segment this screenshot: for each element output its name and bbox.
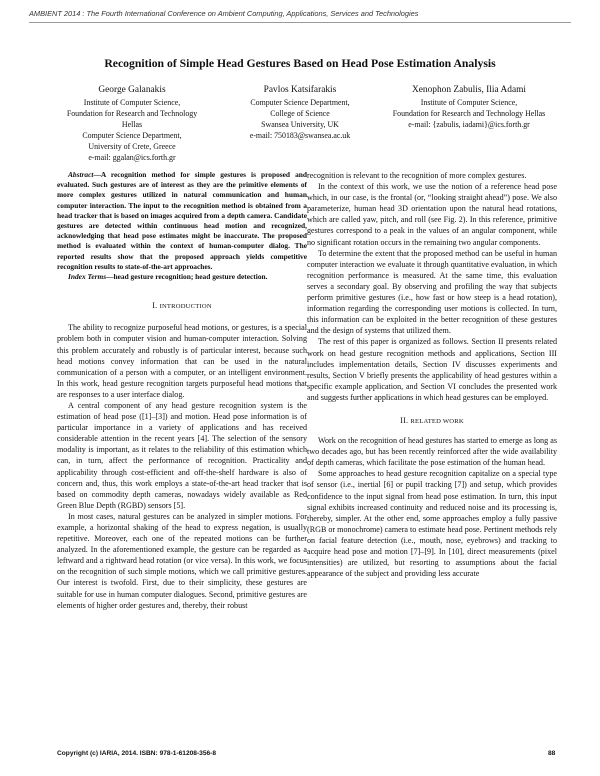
section-number: II.	[400, 415, 409, 425]
author-affiliation-line: Institute of Computer Science,	[420, 98, 518, 107]
abstract-text: —A recognition method for simple gestures is proposed and evaluated. Such gestures are of interest as they are the primitive elements of more complex gestures utilized in natural communication and human computer interaction. The input to the recognition method is obtained from a head tracker that is based on images acquired from a depth camera. Candidate gestures are detected within continuous head motion and recognized, acknowledging that head pose estimates might be inaccurate. The proposed method is evaluated within the context of human-computer dialog. The reported results show that the proposed approach yields competitive recognition results to state-of-the-art approaches.	[57, 170, 307, 271]
paragraph: In most cases, natural gestures can be analyzed in simpler motions. For example, a horizontal shaking of the head to express negation, is usually repetitive. Moreover, each one of the repeated motions can be further analyzed. In the aforementioned example, the gesture can be regarded as a leftward and a rightward head rotation (or vice versa). In this work, we focus on the recognition of such simple motions, which we call primitive gestures. Our interest is twofold. First, due to their simplicity, these gestures are suitable for use in human computer dialogues. Second, primitive gestures are elements of higher order gestures and, thereby, their robust	[57, 511, 307, 610]
author-affiliation-line: Swansea University, UK	[261, 120, 339, 129]
paragraph: In the context of this work, we use the notion of a reference head pose which, in our case, is the frontal (or, “looking straight ahead”) pose. We also parameterize, human head 3D orientation upon the natural head rotations, which are called yaw, pitch, and roll (see Fig. 2). In this reference, primitive gestures correspond to a peak in the values of an angular component, while no significant rotation occurs in the remaining two angular components.	[307, 182, 557, 247]
author-affiliation-line: College of Science	[270, 109, 330, 118]
author-name: George Galanakis	[98, 85, 166, 95]
page-number: 88	[548, 750, 556, 757]
paragraph-continuation: recognition is relevant to the recognition of more complex gestures.	[307, 171, 527, 180]
section-title: RELATED WORK	[410, 417, 464, 425]
abstract	[57, 170, 307, 272]
paragraph: A central component of any head gesture recognition system is the estimation of head pose ([1]–[3]) and motion. Head pose information is of particular importance in a variety of applications and has received considerable attention in the recent years [4]. The selection of the sensory modality is important, as it relates to the reliability of this estimation which can, in turn, affect the performance of recognition. Practicality and applicability through cost-efficient and off-the-shelf hardware is also of concern and, thus, this work employs a state-of-the-art head tracker that is based on commodity depth cameras, nowadays widely available as Red Green Blue Depth (RGBD) sensors [5].	[57, 400, 307, 510]
left-column	[57, 170, 307, 611]
paragraph: The rest of this paper is organized as follows. Section II presents related work on head gesture recognition methods and applications, Section III includes implementation details, Section IV discusses experiments and results, Section V briefly presents the applicability of head gestures within a specific example application, and Section VI concludes the presented work and suggests further applications in which head gestures can be employed.	[307, 337, 557, 402]
author-block-1	[57, 84, 207, 163]
section-title: INTRODUCTION	[159, 303, 212, 311]
paragraph: The ability to recognize purposeful head motions, or gestures, is a special problem both in computer vision and human-computer interaction. Solving this problem accurately and robustly is of particular interest, because such head motions convey information that can be used in the natural communication of a person with a computer, or an intelligent environment. In this work, head gesture recognition targets purposeful head motions that are responses to a user interface dialog.	[57, 323, 307, 399]
author-block-3	[384, 84, 554, 130]
author-name: Xenophon Zabulis, Ilia Adami	[411, 85, 527, 95]
index-terms-text: —head gesture recognition; head gesture detection.	[106, 272, 268, 282]
author-block-2	[235, 84, 365, 141]
author-email: e-mail: 750183@swansea.ac.uk	[249, 131, 351, 140]
conference-header: AMBIENT 2014 : The Fourth International Conference on Ambient Computing, Applications, Services and Technologies	[29, 9, 419, 18]
author-email: e-mail: {zabulis, iadami}@ics.forth.gr	[408, 120, 530, 129]
author-affiliation-line: Computer Science Department,	[250, 98, 350, 107]
author-affiliation-line: Foundation for Research and Technology Hellas	[66, 109, 198, 129]
author-affiliation-line: Institute of Computer Science,	[83, 98, 181, 107]
header-rule	[29, 22, 571, 23]
index-terms-lead: Index Terms	[68, 272, 107, 282]
paragraph: Some approaches to head gesture recognition capitalize on a special type of sensor (i.e., inertial [6] or pupil tracking [7]) and setup, which provides confidence to the input signal from head pose estimation. In turn, this input signal exhibits increased continuity and reduced noise and its processing is, thereby, simpler. At the other end, some approaches employ a fully passive (RGB or monochrome) camera to estimate head pose. Pertinent methods rely on facial feature detection (i.e., mouth, nose, eyebrows) and tracking to acquire head pose and motion [7]–[9]. In [10], direct measurements (pixel intensities) are utilized, but resorting to assumptions about the facial appearance of the subject and providing less accurate	[307, 469, 557, 579]
section-heading-introduction	[57, 300, 307, 312]
author-email: e-mail: ggalan@ics.forth.gr	[88, 153, 176, 162]
author-name: Pavlos Katsifarakis	[263, 85, 337, 95]
section-heading-related-work	[307, 415, 557, 427]
paper-title: Recognition of Simple Head Gestures Based on Head Pose Estimation Analysis	[104, 57, 496, 70]
author-affiliation-line: Foundation for Research and Technology Hellas	[392, 109, 546, 118]
right-column	[307, 170, 557, 579]
abstract-lead: Abstract	[68, 170, 94, 179]
index-terms	[57, 272, 307, 282]
paragraph: Work on the recognition of head gestures has started to emerge as long as two decades ago, but has been recently reinforced after the wide availability of depth cameras, which facilitate the pose estimation of the human head.	[307, 436, 557, 468]
paragraph: To determine the extent that the proposed method can be useful in human computer interaction we evaluate it through quantitative evaluation, in which recognition performance is measured. At the same time, this evaluation serves a secondary goal. By observing and profiling the way that subjects perform primitive gestures (i.e., how fast or how steep is a head rotation), information regarding the corresponding user motions is collected. In turn, this information can be exploited in the better recognition of these gestures and the design of systems that utilized them.	[307, 248, 557, 336]
section-number: I.	[152, 301, 158, 311]
author-affiliation-line: University of Crete, Greece	[88, 142, 176, 151]
author-affiliation-line: Computer Science Department,	[82, 131, 182, 140]
footer-copyright: Copyright (c) IARIA, 2014. ISBN: 978-1-61208-356-8	[57, 750, 217, 757]
